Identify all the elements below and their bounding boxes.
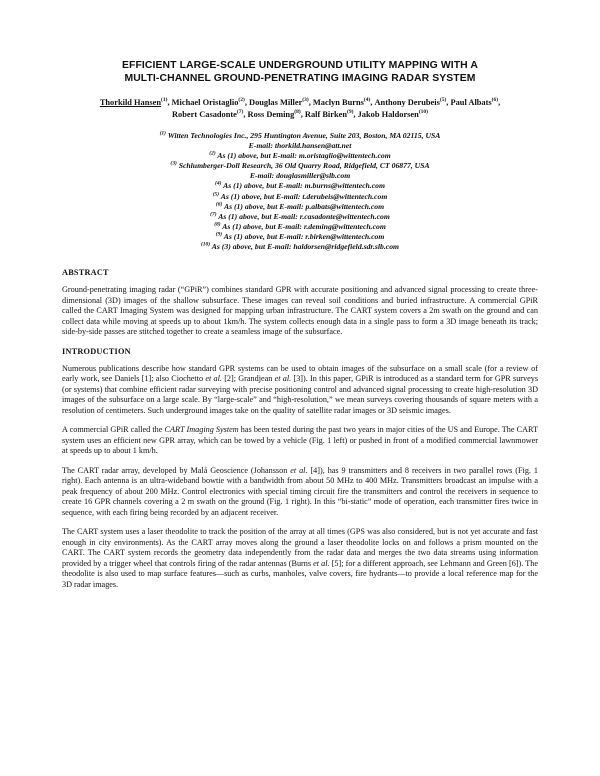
- affiliation-sup: (8): [214, 221, 221, 228]
- affiliation-text: As (1) above, but E-mail: p.albats@wittentech.com: [223, 201, 385, 211]
- author-sup: (10): [418, 109, 428, 116]
- abstract-paragraph: Ground-penetrating imaging radar (“GPiR”) combines standard GPR with accurate positioning and advanced signal processing to create three-dimensional (3D) images of the shallow subsurface. These images can reveal soil conditions and buried infrastructure. A commercial GPiR called the CART Imaging System was designed for mapping urban infrastructure. The CART system covers a 2m swath on the ground and can collect data while moving at speeds up to about 1km/h. The system collects enough data in a single pass to form a 3D image beneath its track; side-by-side passes are stitched together to create a seamless image of the subsurface.: [62, 285, 538, 337]
- author-sup: (7): [236, 109, 244, 116]
- text-run: [2]; Grandjean: [221, 374, 275, 384]
- author-name: Maclyn Burns: [312, 98, 364, 107]
- text-run: Numerous publications describe how standard GPR systems can be used to obtain images of the subsurface on a small scale (for a review of early work, see Daniels [1]; also Ciochetto: [62, 363, 538, 384]
- intro-paragraph: [62, 527, 538, 590]
- affiliation-text: As (1) above, but E-mail: r.birken@wittentech.com: [223, 231, 385, 241]
- author: Ross Deming$^{(8)}$,: [247, 109, 305, 119]
- text-run: [3]). In this paper, GPiR is introduced as a standard term for GPR surveys (or systems) that combine efficient radar surveying with precise positioning control and advanced signal processing to create high-resolution 3D images of the subsurface on a large scale. By “large-scale” and “high-resolution,” we mean surveys covering thousands of square meters with a resolution of centimeters. Such underground images take on the quality of satellite radar images or 3D seismic images.: [62, 374, 539, 415]
- author: Paul Albats$^{(6)}$,: [450, 97, 501, 107]
- author-name: Michael Oristaglio: [171, 98, 239, 107]
- author: Robert Casadonte$^{(7)}$,: [172, 109, 248, 119]
- italic-text: et al.: [205, 374, 222, 384]
- affiliation: [62, 141, 538, 151]
- text-run: The CART system uses a laser theodolite to track the position of the array at all times (GPS was also considered, but is not yet accurate and fast enough in city environments). As the CART array moves along the ground a laser theodolite locks on and follows a prism mounted on the CART. The CART system records the geometry data independently from the radar data and merges the two data streams using information provided by a trigger wheel that controls firing of the radar antennas (Burns: [62, 527, 538, 568]
- intro-paragraph: [62, 425, 538, 457]
- author-sup: (3): [302, 97, 309, 104]
- author-name: Robert Casadonte: [172, 110, 237, 119]
- affiliation: [62, 151, 538, 161]
- author-name: Jakob Haldorsen: [357, 110, 419, 119]
- title-line-1: EFFICIENT LARGE-SCALE UNDERGROUND UTILITY MAPPING WITH A: [122, 60, 478, 71]
- abstract-heading: ABSTRACT: [62, 268, 109, 278]
- affiliation: [62, 161, 538, 171]
- affiliation: [62, 202, 538, 212]
- author-sup: (2): [238, 97, 245, 104]
- affiliation-sup: (4): [215, 180, 222, 187]
- author-sup: (8): [294, 109, 301, 116]
- affiliation-text: As (1) above, but E-mail: r.deming@wittentech.com: [222, 221, 386, 231]
- author: Ralf Birken$^{(9)}$,: [304, 109, 358, 119]
- introduction-heading: INTRODUCTION: [62, 346, 131, 356]
- affiliation: [62, 212, 538, 222]
- author: Thorkild Hansen$^{(1)}$,: [99, 97, 172, 107]
- author-name: Ross Deming: [247, 110, 295, 119]
- italic-text: CART Imaging System: [164, 425, 239, 435]
- author-sup: (9): [347, 109, 354, 116]
- text-run: [4]), has 9 transmitters and 8 receivers in two parallel rows (Fig. 1 right). Each antenna is an ultra-wideband bowtie with a bandwidth from about 50 MHz to 400 MHz. Transmitters broadcast an impulse with a peak frequency of about 200 MHz. Control electronics with special timing circuit fire the transmitters and control the receivers in sequence to create 16 GPR channels covering a 2 m swath on the ground (Fig. 1 right). In this “bi-static” mode of operation, each transmitter fires twice in sequence, with each firing being recorded by an adjacent receiver.: [62, 465, 538, 517]
- affiliation-text: As (1) above, but E-mail: m.burns@wittentech.com: [223, 181, 385, 191]
- affiliation-text: E-mail: thorkild.hansen@att.net: [248, 141, 352, 151]
- affiliation-sup: (7): [210, 211, 217, 218]
- affiliation: [62, 232, 538, 242]
- affiliations: [62, 131, 538, 252]
- text-run: A commercial GPiR called the: [62, 425, 165, 435]
- abstract-section: [62, 268, 538, 338]
- affiliation: [62, 242, 538, 252]
- affiliation-text: As (1) above, but E-mail: r.casadonte@wittentech.com: [218, 211, 390, 221]
- author-name: Douglas Miller: [249, 98, 303, 107]
- author-sup: (6): [491, 97, 499, 104]
- affiliation-text: E-mail: douglasmiller@slb.com: [249, 171, 351, 181]
- affiliation-sup: (10): [200, 241, 211, 248]
- author: Maclyn Burns$^{(4)}$,: [312, 97, 375, 107]
- intro-paragraph: [62, 364, 538, 417]
- affiliation-sup: (1): [159, 130, 166, 137]
- affiliation: [62, 131, 538, 141]
- paper-title: [62, 60, 538, 85]
- text-run: [5]; for a different approach, see Lehmann and Green [6]). The theodolite is also used to map surface features—such as curbs, manholes, valve covers, fire hydrants—to provide a local reference map for the 3D radar images.: [62, 558, 538, 589]
- affiliation-text: Witten Technologies Inc., 295 Huntington Avenue, Suite 203, Boston, MA 02115, USA: [167, 131, 441, 140]
- affiliation-text: As (1) above, but E-mail: t.derubeis@wittentech.com: [220, 191, 388, 201]
- author-list: [62, 97, 538, 121]
- author-name: Paul Albats: [450, 98, 492, 107]
- affiliation-sup: (2): [209, 150, 216, 157]
- author: Michael Oristaglio$^{(2)}$,: [171, 97, 250, 107]
- affiliation-text: As (3) above, but E-mail: haldorsen@ridgefield.sdr.slb.com: [211, 242, 400, 252]
- affiliation: [62, 192, 538, 202]
- author: Anthony Derubeis$^{(5)}$,: [374, 97, 451, 107]
- intro-paragraph: [62, 466, 538, 519]
- italic-text: et al.: [313, 558, 330, 568]
- affiliation: [62, 171, 538, 181]
- affiliation-text: As (1) above, but E-mail: m.oristaglio@wittentech.com: [217, 151, 391, 161]
- author-sup: (4): [363, 97, 371, 104]
- author: [358, 110, 428, 119]
- text-run: has been tested during the past two years in major cities of the US and Europe. The CART system uses an efficient new GPR array, which can be towed by a vehicle (Fig. 1 left) or pushed in front of a modified commercial lawnmower at speeds up to about 1 km/h.: [62, 425, 538, 456]
- affiliation: [62, 181, 538, 191]
- text-run: The CART radar array, developed by Malå Geoscience (Johansson: [62, 465, 291, 475]
- author: Douglas Miller$^{(3)}$,: [249, 97, 313, 107]
- author-sup: (5): [439, 97, 447, 104]
- affiliation-sup: (6): [215, 201, 223, 208]
- affiliation-text: Schlumberger-Doll Research, 36 Old Quarry Road, Ridgefield, CT 06877, USA: [178, 161, 430, 171]
- author-name: Ralf Birken: [304, 110, 347, 119]
- italic-text: et al.: [274, 374, 292, 384]
- affiliation-sup: (3): [170, 160, 177, 167]
- italic-text: et al.: [290, 465, 308, 475]
- affiliation: [62, 222, 538, 232]
- author-name: Thorkild Hansen: [99, 98, 162, 107]
- title-line-2: MULTI-CHANNEL GROUND-PENETRATING IMAGING RADAR SYSTEM: [124, 72, 476, 84]
- author-name: Anthony Derubeis: [374, 98, 440, 107]
- affiliation-sup: (5): [212, 191, 220, 197]
- author-sup: (1): [161, 97, 168, 104]
- introduction-section: [62, 347, 538, 591]
- affiliation-sup: (9): [215, 231, 223, 238]
